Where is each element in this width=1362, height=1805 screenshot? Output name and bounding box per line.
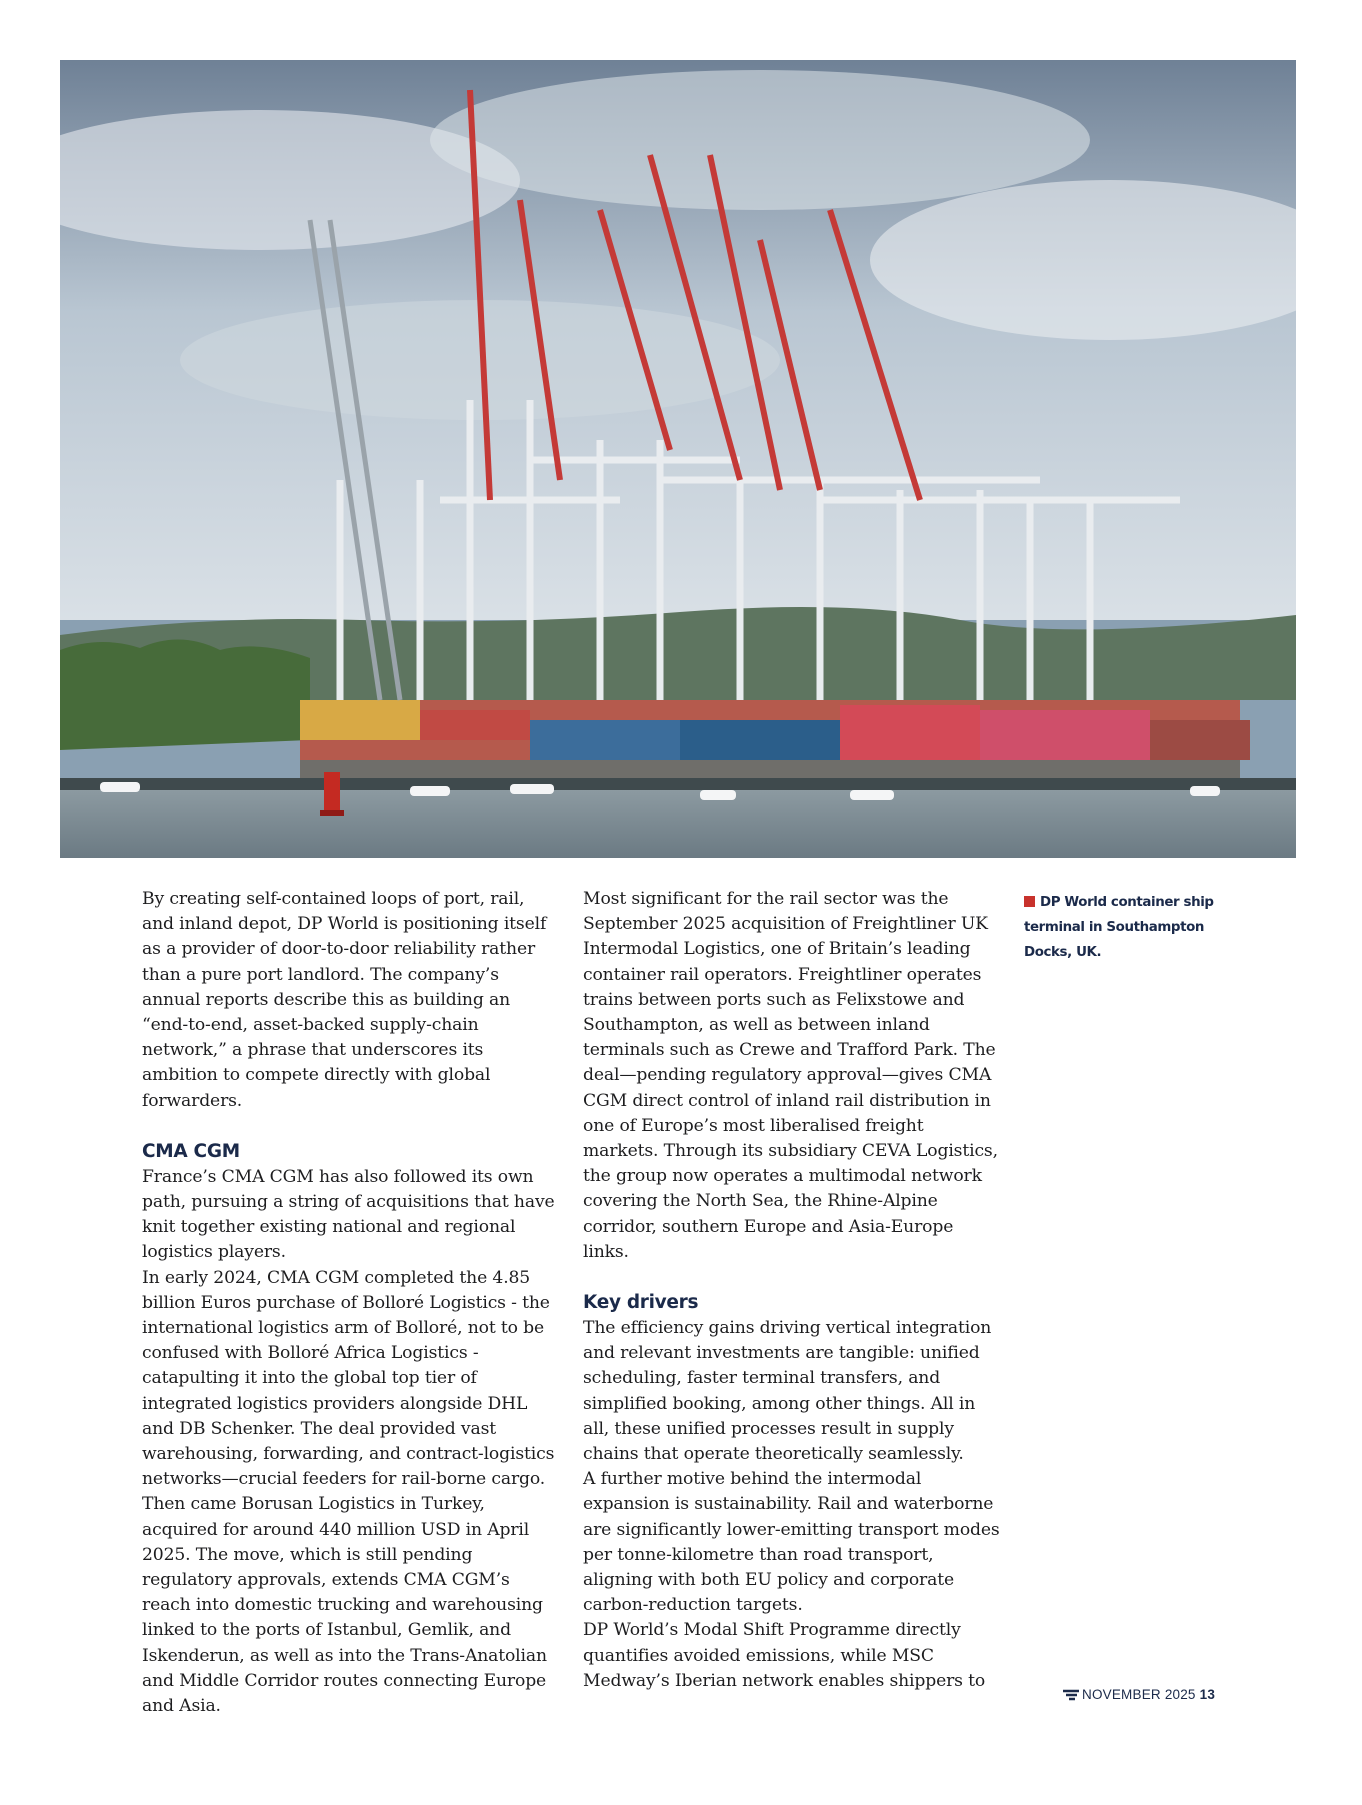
article-column-left <box>142 887 560 1719</box>
paragraph: Most significant for the rail sector was the September 2025 acquisition of Freightliner UK Intermodal Logistics, one of Britain’s leading container rail operators. Freightliner operates trains between ports such as Felixstowe and Southampton, as well as between inland terminals such as Crewe and Trafford Park. The deal—pending regulatory approval—gives CMA CGM direct control of inland rail distribution in one of Europe’s most liberalised freight markets. Through its subsidiary CEVA Logistics, the group now operates a multimodal network covering the North Sea, the Rhine-Alpine corridor, southern Europe and Asia-Europe links. <box>583 889 998 1262</box>
paragraph: DP World’s Modal Shift Programme directly quantifies avoided emissions, while MSC Medway’s Iberian network enables shippers to <box>583 1620 986 1691</box>
paragraph: A further motive behind the intermodal expansion is sustainability. Rail and waterborne are significantly lower-emitting transport modes per tonne-kilometre than road transport, aligning with both EU policy and corporate carbon-reduction targets. <box>583 1469 1000 1616</box>
paragraph: The efficiency gains driving vertical integration and relevant investments are tangible: unified scheduling, faster terminal transfers, and simplified booking, among other things. All in all, these unified processes result in supply chains that operate theoretically seamlessly. <box>583 1318 992 1465</box>
section-heading-cma-cgm: CMA CGM <box>142 1140 240 1162</box>
article-column-right <box>583 887 1001 1694</box>
paragraph: France’s CMA CGM has also followed its own path, pursuing a string of acquisitions that have knit together existing national and regional logistics players. <box>142 1166 555 1263</box>
caption-marker-icon <box>1024 896 1035 907</box>
terminal-photo <box>60 60 1296 858</box>
paragraph: In early 2024, CMA CGM completed the 4.85 billion Euros purchase of Bolloré Logistics - the international logistics arm of Bolloré, not to be confused with Bolloré Africa Logistics - catapulting it into the global top tier of integrated logistics providers alongside DHL and DB Schenker. The deal provided vast warehousing, forwarding, and contract-logistics networks—crucial feeders for rail-borne cargo. <box>142 1267 555 1490</box>
issue-month: NOVEMBER 2025 <box>1082 1687 1196 1702</box>
section-heading-key-drivers: Key drivers <box>583 1292 699 1314</box>
caption-text: DP World container ship terminal in Southampton Docks, UK. <box>1024 895 1214 960</box>
paragraph: By creating self-contained loops of port, rail, and inland depot, DP World is positioning itself as a provider of door-to-door reliability rather than a pure port landlord. The company’s annual reports describe this as building an “end-to-end, asset-backed supply-chain network,” a phrase that underscores its ambition to compete directly with global forwarders. <box>142 889 547 1111</box>
publication-logo-icon <box>1062 1689 1080 1704</box>
paragraph: Then came Borusan Logistics in Turkey, acquired for around 440 million USD in April 2025. The move, which is still pending regulatory approvals, extends CMA CGM’s reach into domestic trucking and warehousing linked to the ports of Istanbul, Gemlik, and Iskenderun, as well as into the Trans-Anatolian and Middle Corridor routes connecting Europe and Asia. <box>142 1494 547 1717</box>
page-number: 13 <box>1199 1687 1216 1702</box>
photo-caption <box>1024 890 1224 965</box>
page-footer <box>1062 1687 1215 1704</box>
